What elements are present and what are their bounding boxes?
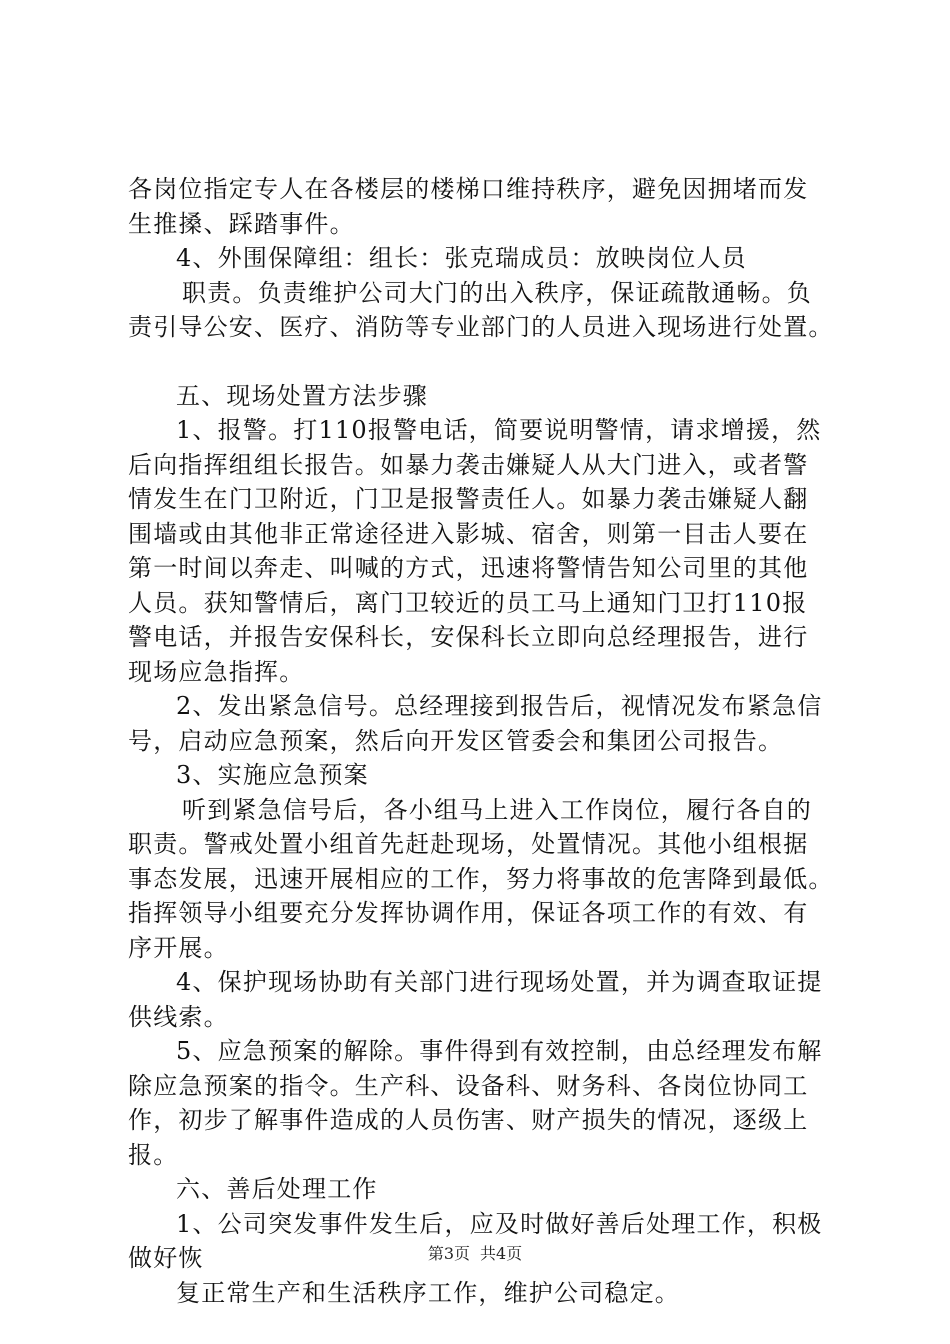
- text-line: 听到紧急信号后，各小组马上进入工作岗位，履行各自的: [182, 795, 812, 824]
- text-line: 责引导公安、医疗、消防等专业部门的人员进入现场进行处置。: [128, 313, 834, 341]
- text-line: 人员。获知警情后，离门卫较近的员工马上通知门卫打110报: [128, 588, 808, 617]
- page-number: 第3页: [427, 1244, 470, 1263]
- text-line: 情发生在门卫附近，门卫是报警责任人。如暴力袭击嫌疑人翻: [128, 485, 809, 513]
- section-heading: 六、善后处理工作: [176, 1175, 378, 1203]
- text-line: 2、发出紧急信号。总经理接到报告后，视情况发布紧急信: [176, 692, 823, 720]
- text-line: 生推搡、踩踏事件。: [128, 209, 355, 238]
- text-line: 职责。警戒处置小组首先赶赴现场，处置情况。其他小组根据: [128, 830, 809, 858]
- text-line: 围墙或由其他非正常途径进入影城、宿舍，则第一目击人要在: [128, 519, 809, 548]
- text-line: 第一时间以奔走、叫喊的方式，迅速将警情告知公司里的其他: [128, 554, 809, 582]
- text-line: 现场应急指挥。: [128, 657, 305, 686]
- text-line: 各岗位指定专人在各楼层的楼梯口维持秩序，避免因拥堵而发: [128, 175, 809, 203]
- text-line: 1、公司突发事件发生后，应及时做好善后处理工作，积极: [176, 1209, 823, 1238]
- text-line: 报。: [128, 1140, 179, 1169]
- text-line: 5、应急预案的解除。事件得到有效控制，由总经理发布解: [176, 1037, 823, 1065]
- text-line: 序开展。: [128, 933, 229, 962]
- text-line: 4、保护现场协助有关部门进行现场处置，并为调查取证提: [176, 968, 823, 996]
- text-line: 4、外围保障组：组长：张克瑞成员：放映岗位人员: [176, 244, 747, 272]
- page-total: 共4页: [480, 1244, 523, 1263]
- text-line: 复正常生产和生活秩序工作，维护公司稳定。: [176, 1278, 680, 1307]
- text-line: 供线索。: [128, 1002, 229, 1031]
- text-line: 除应急预案的指令。生产科、设备科、财务科、各岗位协同工: [128, 1071, 809, 1100]
- document-body: [128, 172, 848, 1310]
- text-line: 号，启动应急预案，然后向开发区管委会和集团公司报告。: [128, 726, 784, 755]
- paragraph-gap: [128, 345, 848, 379]
- text-line: 指挥领导小组要充分发挥协调作用，保证各项工作的有效、有: [128, 899, 809, 927]
- text-line: 作，初步了解事件造成的人员伤害、财产损失的情况，逐级上: [128, 1106, 809, 1134]
- text-line: 1、报警。打110报警电话，简要说明警情，请求增援，然: [176, 416, 822, 444]
- text-line: 3、实施应急预案: [176, 761, 369, 789]
- section-heading: 五、现场处置方法步骤: [176, 381, 428, 410]
- text-line: 后向指挥组组长报告。如暴力袭击嫌疑人从大门进入，或者警: [128, 450, 809, 479]
- page-footer: [0, 1244, 950, 1264]
- text-line: 职责。负责维护公司大门的出入秩序，保证疏散通畅。负: [182, 278, 812, 307]
- text-line: 事态发展，迅速开展相应的工作，努力将事故的危害降到最低。: [128, 864, 834, 893]
- text-line: 做好恢: [128, 1244, 204, 1272]
- text-line: 警电话，并报告安保科长，安保科长立即向总经理报告，进行: [128, 623, 809, 651]
